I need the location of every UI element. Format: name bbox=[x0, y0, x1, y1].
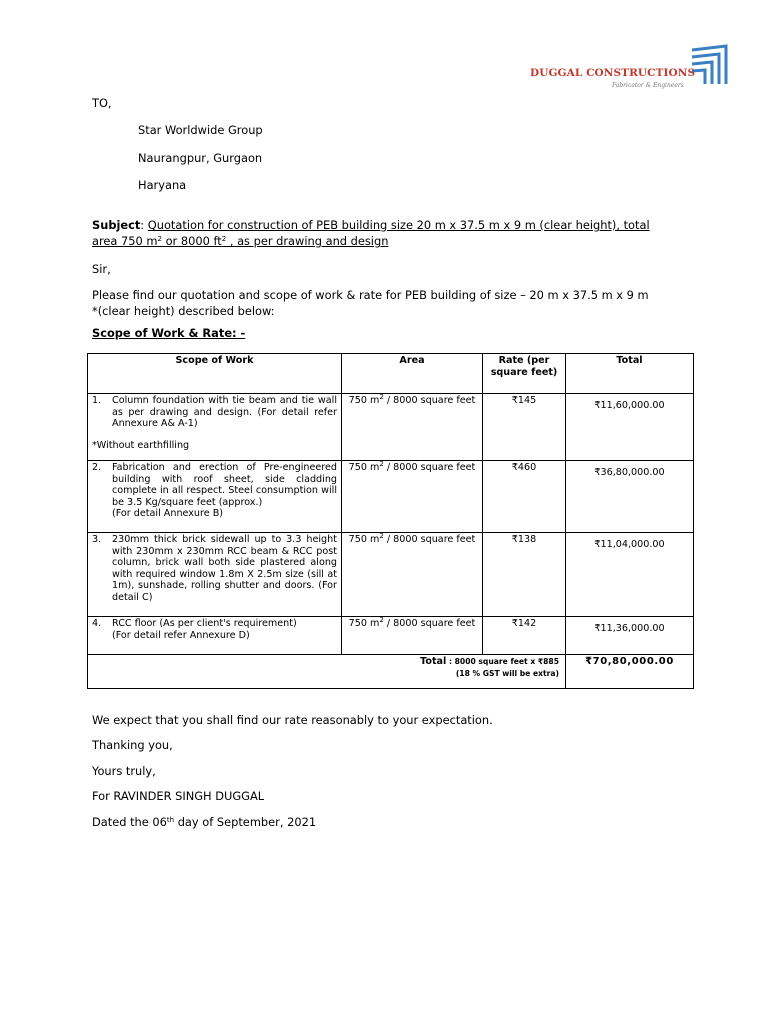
company-tagline: Fabricator & Engineers bbox=[612, 82, 684, 89]
scope-cell: 2. Fabrication and erection of Pre-engineered building with roof sheet, side cladding complete in all respect. Steel consumption will be 3.5 Kg/square feet (approx.) (For detail Annexure B) bbox=[88, 461, 342, 533]
to-label: TO, bbox=[92, 96, 112, 110]
total-cell: ₹11,60,000.00 bbox=[566, 394, 694, 461]
date-line: Dated the 06th day of September, 2021 bbox=[92, 815, 317, 829]
scope-cell: 1. Column foundation with tie beam and tie wall as per drawing and design. (For detail refer Annexure A& A-1) *Without earthfilling bbox=[88, 394, 342, 461]
closing-yours: Yours truly, bbox=[92, 764, 156, 778]
table-header-row bbox=[88, 354, 694, 394]
table-row bbox=[88, 533, 694, 617]
scope-cell: 3. 230mm thick brick sidewall up to 3.3 height with 230mm x 230mm RCC beam & RCC post column, brick wall both side plastered along with required window 1.8m X 2.5m size (sill at 1m), sunshade, rolling shutter and doors. (For detail C) bbox=[88, 533, 342, 617]
table-row bbox=[88, 617, 694, 655]
salutation: Sir, bbox=[92, 262, 111, 276]
total-cell: ₹36,80,000.00 bbox=[566, 461, 694, 533]
header-rate: Rate (per square feet) bbox=[483, 354, 566, 394]
area-cell: 750 $m^2 / 8000$ square feet bbox=[342, 394, 483, 461]
row-note: *Without earthfilling bbox=[92, 439, 190, 451]
area-cell: 750 $m^2 / 8000$ square feet bbox=[342, 617, 483, 655]
rate-cell: ₹138 bbox=[483, 533, 566, 617]
total-cell: ₹11,04,000.00 bbox=[566, 533, 694, 617]
subject-label: Subject bbox=[92, 218, 141, 232]
summary-calc: : 8000 square feet x ₹885 bbox=[446, 657, 559, 666]
recipient-state: Haryana bbox=[138, 178, 187, 192]
closing-line-1: We expect that you shall find our rate reasonably to your expectation. bbox=[92, 713, 493, 727]
area-cell: 750 $m^2 / 8000$ square feet bbox=[342, 461, 483, 533]
summary-label: Total bbox=[420, 656, 447, 667]
subject-line-1: Subject: Quotation for construction of PEB building size 20 m x 37.5 m x 9 m (clear height), total bbox=[92, 218, 650, 232]
summary-row bbox=[88, 655, 694, 689]
gst-note: (18 % GST will be extra) bbox=[455, 668, 559, 678]
table-row bbox=[88, 461, 694, 533]
area-cell: 750 $m^2 / 8000$ square feet bbox=[342, 533, 483, 617]
signatory: For RAVINDER SINGH DUGGAL bbox=[92, 789, 265, 803]
grand-total: ₹70,80,000.00 bbox=[566, 655, 694, 689]
company-logo bbox=[528, 44, 734, 92]
rate-cell: ₹145 bbox=[483, 394, 566, 461]
rate-cell: ₹460 bbox=[483, 461, 566, 533]
subject-text-1: Quotation for construction of PEB building size 20 m x 37.5 m x 9 m (clear height), total bbox=[147, 218, 650, 232]
subject-line-2: area 750 $m^2$ or 8000 $ft^2$ , as per drawing and design bbox=[92, 234, 389, 248]
total-cell: ₹11,36,000.00 bbox=[566, 617, 694, 655]
logo-mark-icon bbox=[690, 44, 730, 86]
recipient-name: Star Worldwide Group bbox=[138, 123, 263, 137]
scope-table bbox=[87, 353, 694, 689]
header-scope: Scope of Work bbox=[88, 354, 342, 394]
intro-line-1: Please find our quotation and scope of work & rate for PEB building of size – 20 m x 37.5 m x 9 m bbox=[92, 288, 649, 302]
company-name: DUGGAL CONSTRUCTIONS bbox=[530, 67, 696, 79]
recipient-address: Naurangpur, Gurgaon bbox=[138, 151, 263, 165]
table-row bbox=[88, 394, 694, 461]
intro-line-2: *(clear height) described below: bbox=[92, 304, 275, 318]
scope-heading: Scope of Work & Rate: - bbox=[92, 326, 246, 340]
closing-thanks: Thanking you, bbox=[92, 738, 173, 752]
summary-label-cell bbox=[88, 655, 566, 689]
row-note: (For detail Annexure B) bbox=[112, 508, 224, 520]
header-area: Area bbox=[342, 354, 483, 394]
rate-cell: ₹142 bbox=[483, 617, 566, 655]
header-total: Total bbox=[566, 354, 694, 394]
scope-cell: 4. RCC floor (As per client's requirement) (For detail refer Annexure D) bbox=[88, 617, 342, 655]
row-note: (For detail refer Annexure D) bbox=[112, 629, 250, 641]
